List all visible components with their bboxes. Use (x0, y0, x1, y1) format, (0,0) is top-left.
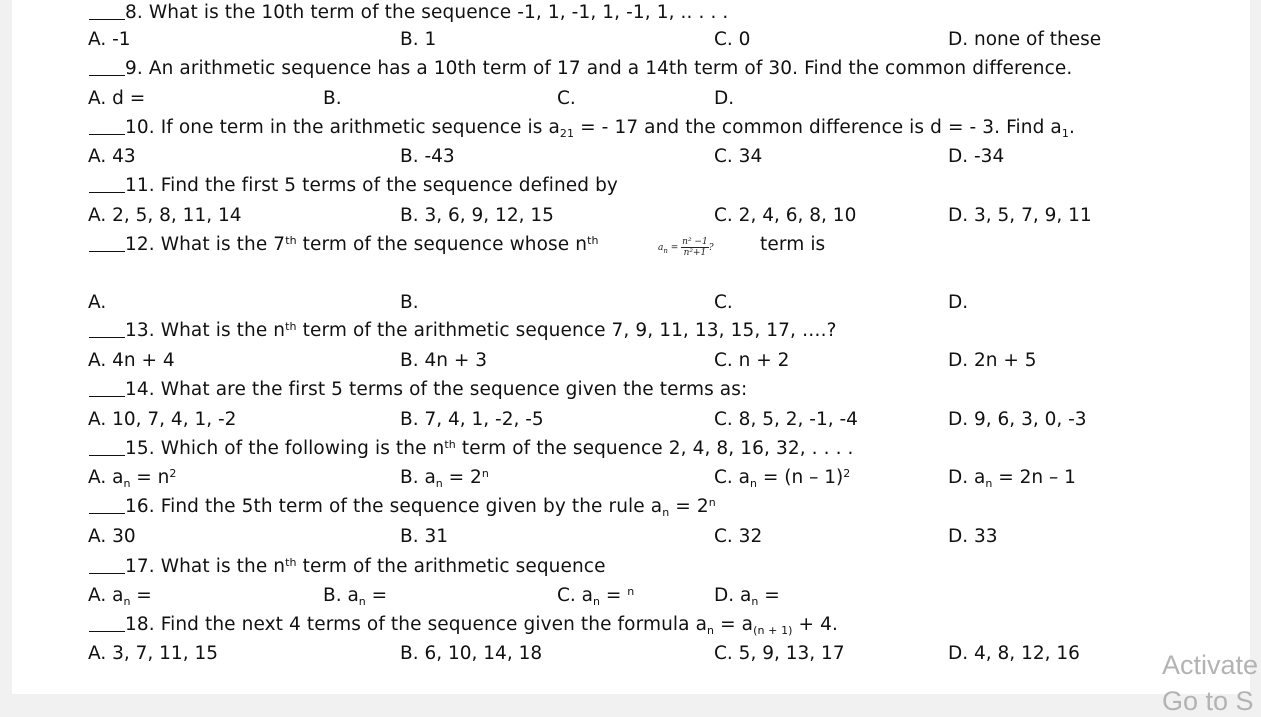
answer-blank (89, 497, 125, 514)
option-b: B. -43 (400, 146, 455, 167)
option-c: C. n + 2 (714, 350, 790, 371)
question-9: 9. An arithmetic sequence has a 10th term of 17 and a 14th term of 30. Find the common difference. (89, 58, 1072, 80)
option-c: C. 34 (714, 146, 763, 167)
answer-blank (89, 3, 125, 20)
option-a: A. -1 (88, 29, 131, 50)
option-b: B. $a_n$ = (323, 585, 388, 608)
option-c: C. $a_n = ^n$ (557, 585, 635, 608)
option-c: C. (557, 88, 576, 109)
question-13: 13. What is the $n^{th}$ term of the arithmetic sequence 7, 9, 11, 13, 15, 17, ….? (89, 320, 837, 342)
answer-blank (89, 176, 125, 193)
question-12-tail: term is (760, 234, 826, 255)
option-c: C. 2, 4, 6, 8, 10 (714, 205, 857, 226)
option-b: B. (323, 88, 342, 109)
option-d: D. -34 (948, 146, 1005, 167)
activate-windows-subtext: Go to S (1162, 686, 1254, 716)
question-16: 16. Find the 5th term of the sequence given by the rule $a_n = 2^n$ (89, 496, 716, 518)
option-d: D. $a_n$ = (714, 585, 780, 608)
option-a: A. (88, 292, 107, 313)
option-b: B. 1 (400, 29, 437, 50)
question-8: 8. What is the 10th term of the sequence -1, 1, -1, 1, -1, 1, .. . . . (89, 2, 728, 24)
option-c: C. 5, 9, 13, 17 (714, 643, 845, 664)
answer-blank (89, 439, 125, 456)
option-a: A. 10, 7, 4, 1, -2 (88, 409, 237, 430)
option-a: A. $a_n$ = (88, 585, 152, 608)
question-12: 12. What is the 7th term of the sequence whose $n^{th}$ (89, 234, 599, 256)
option-c: C. 32 (714, 526, 763, 547)
option-c: C. $a_n = (n - 1)^2$ (714, 467, 851, 490)
answer-blank (89, 235, 125, 252)
question-10: 10. If one term in the arithmetic sequence is $a_{21}$ = - 17 and the common difference is d = - 3. Find $a_1$. (89, 117, 1075, 139)
document-page (12, 0, 1250, 694)
option-c: C. 0 (714, 29, 751, 50)
option-b: B. $a_n = 2^n$ (400, 467, 489, 490)
option-a: A. 43 (88, 146, 136, 167)
option-a: A. 2, 5, 8, 11, 14 (88, 205, 242, 226)
option-b: B. 4n + 3 (400, 350, 487, 371)
option-b: B. 7, 4, 1, -2, -5 (400, 409, 544, 430)
answer-blank (89, 321, 125, 338)
answer-blank (89, 118, 125, 135)
option-a: A. 3, 7, 11, 15 (88, 643, 218, 664)
question-15: 15. Which of the following is the $n^{th}$ term of the sequence 2, 4, 8, 16, 32, . . . . (89, 438, 854, 460)
option-a: A. 30 (88, 526, 136, 547)
option-a: A. d = (88, 88, 146, 109)
option-a: A. $a_n = n^2$ (88, 467, 177, 490)
option-b: B. 6, 10, 14, 18 (400, 643, 543, 664)
formula-image: $a_n$ = $\frac{\text{n² −1}}{\text{n²+1}}$ ? (658, 237, 714, 258)
option-b: B. 3, 6, 9, 12, 15 (400, 205, 554, 226)
option-b: B. 31 (400, 526, 448, 547)
option-d: D. 2n + 5 (948, 350, 1037, 371)
question-18: 18. Find the next 4 terms of the sequence given the formula $a_n = a_{(n + 1)} + 4$. (89, 614, 838, 636)
answer-blank (89, 557, 125, 574)
option-d: D. (948, 292, 969, 313)
question-11: 11. Find the first 5 terms of the sequence defined by (89, 175, 618, 197)
question-14: 14. What are the first 5 terms of the sequence given the terms as: (89, 379, 747, 401)
option-d: D. 9, 6, 3, 0, -3 (948, 409, 1087, 430)
option-b: B. (400, 292, 419, 313)
activate-windows-watermark: Activate (1162, 650, 1259, 680)
option-d: D. 33 (948, 526, 998, 547)
option-c: C. (714, 292, 733, 313)
option-d: D. $a_n = 2n - 1$ (948, 467, 1076, 490)
option-d: D. none of these (948, 29, 1102, 50)
answer-blank (89, 615, 125, 632)
option-d: D. 4, 8, 12, 16 (948, 643, 1080, 664)
question-17: 17. What is the $n^{th}$ term of the arithmetic sequence (89, 556, 606, 578)
answer-blank (89, 380, 125, 397)
option-d: D. (714, 88, 735, 109)
answer-blank (89, 59, 125, 76)
option-d: D. 3, 5, 7, 9, 11 (948, 205, 1092, 226)
option-a: A. 4n + 4 (88, 350, 175, 371)
fraction: $\frac{\text{n² −1}}{\text{n²+1}}$ (682, 237, 708, 258)
option-c: C. 8, 5, 2, -1, -4 (714, 409, 858, 430)
